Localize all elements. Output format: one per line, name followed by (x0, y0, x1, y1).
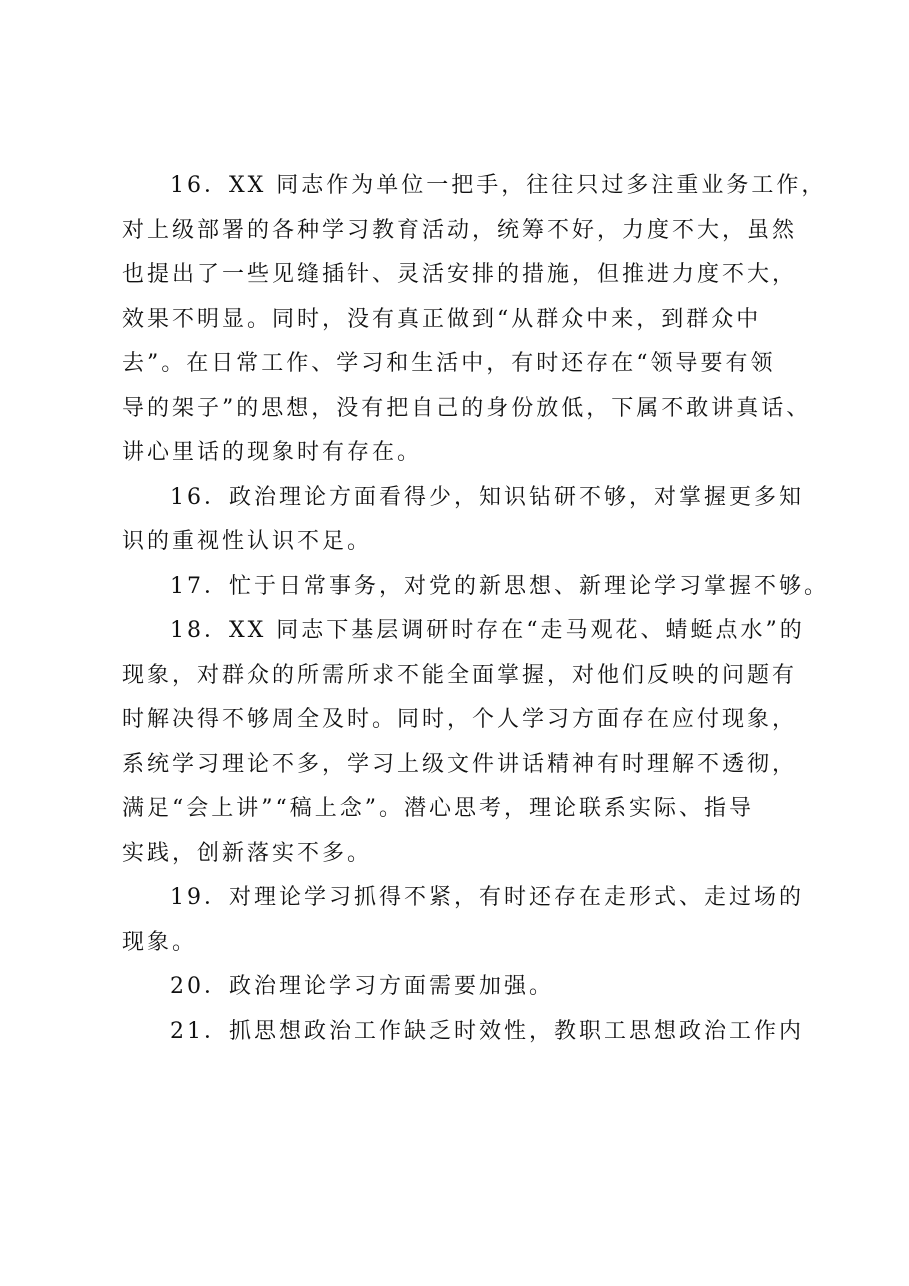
paragraph-16-b (122, 476, 812, 565)
text-line: 18．XX 同志下基层调研时存在“走马观花、蜻蜓点水”的 (170, 618, 805, 643)
text-line: 时解决得不够周全及时。同时，个人学习方面存在应付现象， (122, 707, 798, 732)
text-line: 去”。在日常工作、学习和生活中，有时还存在“领导要有领 (122, 351, 776, 376)
text-line: 现象，对群众的所需所求不能全面掌握，对他们反映的问题有 (122, 662, 798, 688)
document-body (122, 164, 829, 1054)
paragraph-20 (122, 965, 812, 1010)
paragraph-18 (122, 609, 812, 876)
text-line: 识的重视性认识不足。 (122, 529, 373, 554)
text-line: 讲心里话的现象时有存在。 (122, 440, 423, 465)
text-line: 16．政治理论方面看得少，知识钻研不够，对掌握更多知 (170, 484, 804, 510)
paragraph-21 (122, 1010, 812, 1055)
paragraph-17 (122, 565, 829, 610)
text-line: 21．抓思想政治工作缺乏时效性，教职工思想政治工作内 (170, 1018, 804, 1044)
text-line: 17．忙于日常事务，对党的新思想、新理论学习掌握不够。 (170, 573, 829, 599)
text-line: 19．对理论学习抓得不紧，有时还存在走形式、走过场的 (170, 885, 804, 910)
text-line: 16．XX 同志作为单位一把手，往往只过多注重业务工作， (170, 173, 827, 198)
text-line: 也提出了一些见缝插针、灵活安排的措施，但推进力度不大， (122, 262, 798, 287)
paragraph-19 (122, 876, 812, 965)
text-line: 满足“会上讲”“稿上念”。潜心思考，理论联系实际、指导 (122, 796, 754, 821)
text-line: 20．政治理论学习方面需要加强。 (170, 974, 554, 999)
text-line: 实践，创新落实不多。 (122, 840, 373, 866)
text-line: 对上级部署的各种学习教育活动，统筹不好，力度不大，虽然 (122, 217, 798, 243)
text-line: 现象。 (122, 929, 198, 955)
text-line: 导的架子”的思想，没有把自己的身份放低，下属不敢讲真话、 (122, 395, 812, 421)
text-line: 效果不明显。同时，没有真正做到“从群众中来，到群众中 (122, 306, 762, 332)
text-line: 系统学习理论不多，学习上级文件讲话精神有时理解不透彻， (122, 751, 798, 777)
paragraph-16-a (122, 164, 827, 476)
